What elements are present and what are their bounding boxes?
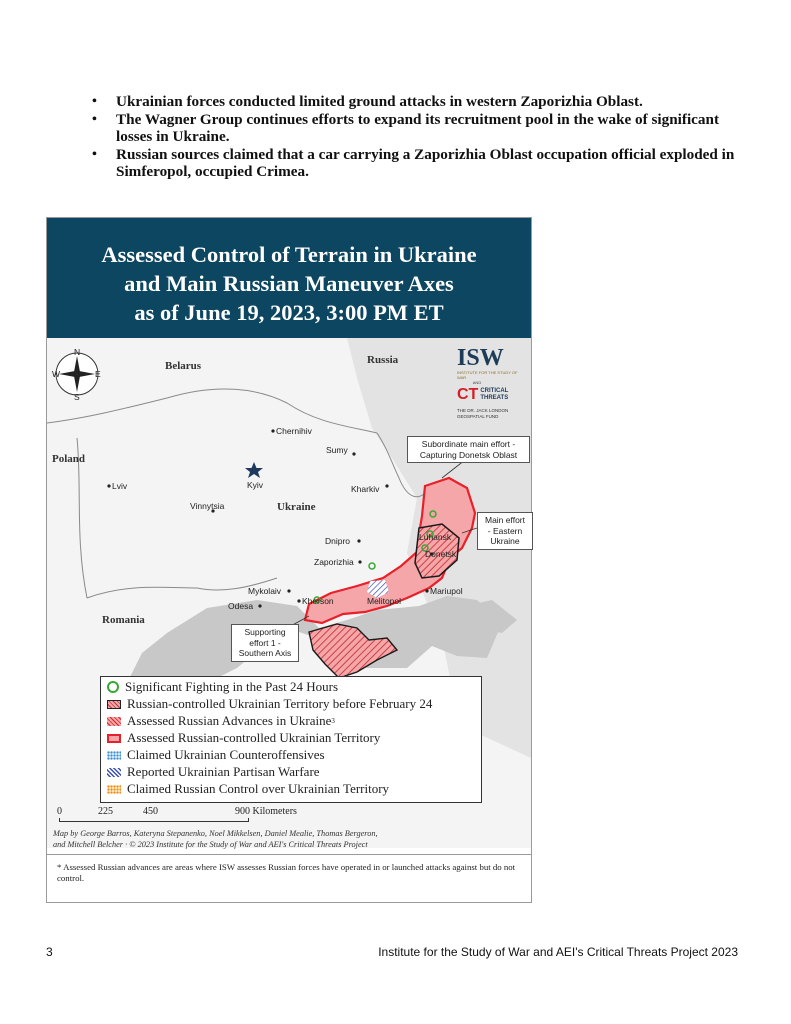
ct-logo-name-1: CRITICAL bbox=[480, 388, 509, 394]
city-kyiv: Kyiv bbox=[247, 480, 264, 490]
bullet-item: • Russian sources claimed that a car carrying a Zaporizhia Oblast occupation official exploded in Simferopol, occupied Crimea. bbox=[88, 146, 738, 181]
advances-swatch-icon bbox=[107, 717, 121, 726]
page-number: 3 bbox=[46, 945, 53, 959]
city-dnipro: Dnipro bbox=[325, 536, 351, 546]
map-title-band bbox=[47, 218, 531, 338]
bullet-item: • The Wagner Group continues efforts to expand its recruitment pool in the wake of significant losses in Ukraine. bbox=[88, 111, 738, 146]
bullet-item: • Ukrainian forces conducted limited ground attacks in western Zaporizhia Oblast. bbox=[88, 93, 738, 111]
footer-institution: Institute for the Study of War and AEI's Critical Threats Project 2023 bbox=[378, 945, 738, 959]
scale-tick-450: 450 bbox=[143, 806, 158, 817]
city-mariupol: Mariupol bbox=[430, 586, 463, 596]
scale-tick-0: 0 bbox=[57, 806, 62, 817]
scale-tick-900: 900 Kilometers bbox=[235, 806, 297, 817]
country-poland: Poland bbox=[52, 453, 86, 465]
legend-label: Reported Ukrainian Partisan Warfare bbox=[127, 764, 320, 779]
callout-line: Main effort bbox=[484, 515, 525, 525]
legend-label: Assessed Russian Advances in Ukraine bbox=[127, 713, 332, 728]
scale-line bbox=[59, 818, 249, 822]
counteroffensive-swatch-icon bbox=[107, 751, 121, 760]
map-credits bbox=[53, 829, 523, 850]
ct-logo-text: CT bbox=[457, 386, 479, 403]
legend-item-pre-feb24 bbox=[107, 696, 432, 712]
fund-name-2: GEOSPATIAL FUND bbox=[457, 414, 499, 419]
controlled-swatch-icon bbox=[107, 734, 121, 743]
map-title-line-1: Assessed Control of Terrain in Ukraine bbox=[101, 242, 477, 267]
callout-subordinate-effort bbox=[407, 436, 530, 463]
city-vinnytsia: Vinnytsia bbox=[190, 501, 225, 511]
logo-and: AND bbox=[472, 380, 482, 385]
callout-main-effort bbox=[477, 512, 533, 550]
isw-logo-text: ISW bbox=[457, 345, 504, 371]
legend-item-fighting bbox=[107, 679, 338, 695]
city-kharkiv: Kharkiv bbox=[351, 484, 380, 494]
compass-n: N bbox=[74, 347, 81, 357]
city-lviv: Lviv bbox=[112, 481, 128, 491]
country-ukraine: Ukraine bbox=[277, 501, 316, 513]
scale-bar bbox=[55, 806, 355, 822]
claimed-russian-swatch-icon bbox=[107, 785, 121, 794]
legend-item-partisan bbox=[107, 764, 320, 780]
credit-line: Map by George Barros, Kateryna Stepanenko, Noel Mikkelsen, Daniel Mealie, Thomas Bergeron, bbox=[53, 829, 378, 838]
map-figure bbox=[46, 217, 532, 903]
city-zaporizhia: Zaporizhia bbox=[314, 557, 354, 567]
legend-item-counteroffensives bbox=[107, 747, 325, 763]
legend-label: Significant Fighting in the Past 24 Hours bbox=[125, 679, 339, 694]
city-luhansk: Luhansk bbox=[419, 532, 452, 542]
credit-line: and Mitchell Belcher · © 2023 Institute for the Study of War and AEI's Critical Threats Project bbox=[53, 839, 368, 849]
callout-line: Southern Axis bbox=[238, 648, 292, 658]
city-sumy: Sumy bbox=[326, 445, 348, 455]
footnote-text: * Assessed Russian advances are areas where ISW assesses Russian forces have operated in or launched attacks against but do not control. bbox=[57, 862, 516, 883]
key-takeaways-list bbox=[88, 93, 738, 181]
legend-label: Assessed Russian-controlled Ukrainian Territory bbox=[127, 730, 381, 745]
country-romania: Romania bbox=[102, 614, 145, 626]
isw-ct-logo bbox=[457, 346, 527, 426]
legend-item-controlled bbox=[107, 730, 380, 746]
callout-line: Capturing Donetsk Oblast bbox=[419, 449, 518, 460]
legend-item-advances bbox=[107, 713, 335, 729]
callout-line: Ukraine bbox=[490, 536, 520, 546]
callout-line: Supporting bbox=[244, 627, 286, 637]
city-odesa: Odesa bbox=[228, 601, 254, 611]
city-melitopol: Melitopol bbox=[367, 596, 402, 606]
map-title-line-2: and Main Russian Maneuver Axes bbox=[124, 271, 454, 296]
partisan-swatch-icon bbox=[107, 768, 121, 777]
isw-logo-sub: INSTITUTE FOR THE STUDY OF WAR bbox=[457, 370, 518, 380]
city-kherson: Kherson bbox=[302, 596, 334, 606]
city-donetsk: Donetsk bbox=[425, 549, 457, 559]
city-chernihiv: Chernihiv bbox=[276, 426, 312, 436]
city-mykolaiv: Mykolaiv bbox=[248, 586, 282, 596]
map-footnote bbox=[47, 854, 531, 903]
compass-s: S bbox=[74, 392, 80, 402]
compass-e: E bbox=[95, 369, 101, 379]
callout-line: effort 1 - bbox=[249, 637, 281, 648]
country-russia: Russia bbox=[367, 354, 399, 366]
country-belarus: Belarus bbox=[165, 360, 202, 372]
callout-supporting-effort bbox=[231, 624, 299, 662]
callout-line: - Eastern bbox=[487, 525, 523, 536]
compass-w: W bbox=[52, 369, 61, 379]
legend-item-claimed-russian bbox=[107, 781, 389, 797]
legend-label: Claimed Russian Control over Ukrainian Territory bbox=[127, 781, 390, 796]
pre-feb24-swatch-icon bbox=[107, 700, 121, 709]
scale-tick-225: 225 bbox=[98, 806, 113, 817]
legend-sup: 3 bbox=[331, 717, 335, 725]
map-legend bbox=[100, 676, 482, 803]
callout-line: Subordinate main effort - bbox=[421, 439, 516, 449]
ct-logo-name-2: THREATS bbox=[480, 395, 509, 401]
fund-name-1: THE DR. JACK LONDON bbox=[457, 408, 509, 413]
legend-label: Claimed Ukrainian Counteroffensives bbox=[127, 747, 325, 762]
legend-label: Russian-controlled Ukrainian Territory before February 24 bbox=[127, 696, 433, 711]
fighting-circle-icon bbox=[107, 681, 119, 693]
map-title-line-3: as of June 19, 2023, 3:00 PM ET bbox=[134, 300, 444, 325]
